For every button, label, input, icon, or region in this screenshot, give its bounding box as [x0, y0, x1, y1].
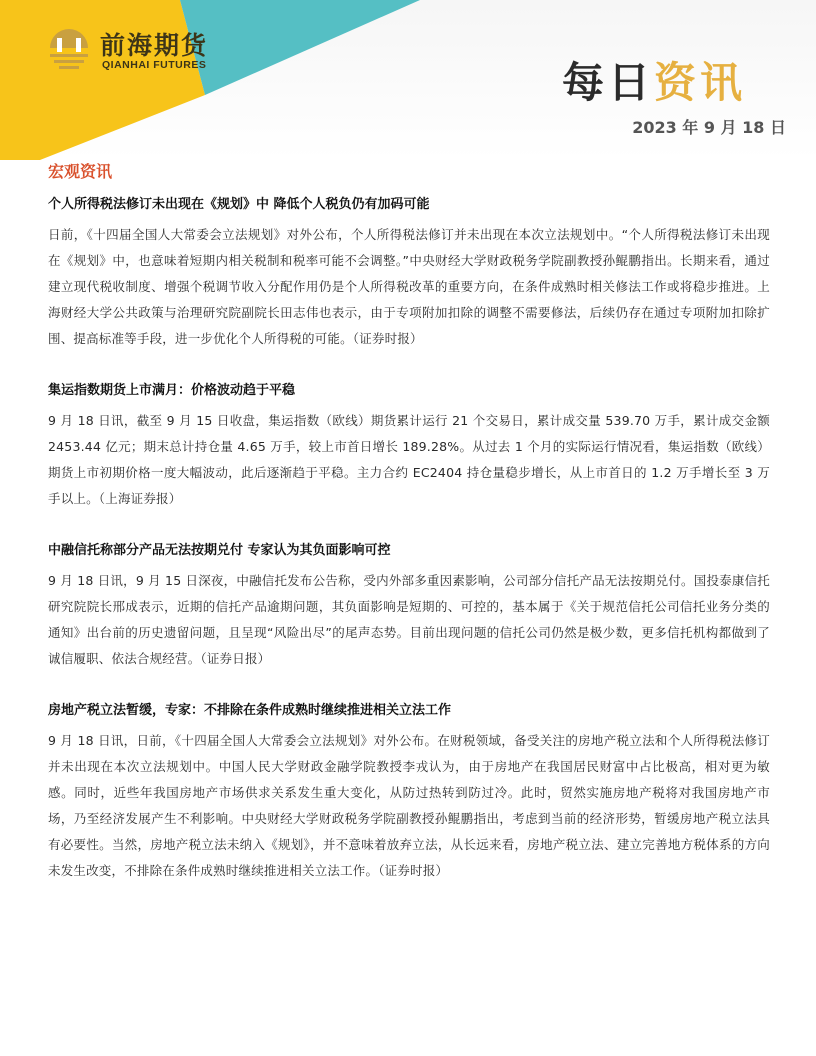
logo-english-name: QIANHAI FUTURES: [102, 59, 207, 71]
article-item: [48, 538, 770, 672]
publication-title: [562, 50, 746, 110]
article-item: [48, 378, 770, 512]
header-banner: [0, 0, 816, 160]
logo-mark-icon: [46, 26, 92, 70]
section-title: 宏观资讯: [48, 162, 113, 181]
article-title: 房地产税立法暂缓，专家：不排除在条件成熟时继续推进相关立法工作: [48, 703, 452, 718]
logo-chinese-name: 前海期货: [100, 31, 209, 60]
article-body: 日前，《十四届全国人大常委会立法规划》对外公布，个人所得税法修订并未出现在本次立法规划中。“个人所得税法修订未出现在《规划》中，也意味着短期内相关税制和税率可能不会调整。”中央财经大学财政税务学院副教授孙鲲鹏指出。长期来看，通过建立现代税收制度、增强个税调节收入分配作用仍是个人所得税改革的重要方向，在条件成熟时相关修法工作或将稳步推进。上海财经大学公共政策与治理研究院副院长田志伟也表示，由于专项附加扣除的调整不需要修法，后续仍存在通过专项附加扣除扩围、提高标准等手段，进一步优化个人所得税的可能。（证券时报）: [48, 227, 770, 346]
article-body: 9 月 18 日讯，截至 9 月 15 日收盘，集运指数（欧线）期货累计运行 21 个交易日，累计成交量 539.70 万手，累计成交金额 2453.44 亿元；期末总计持仓量 4.65 万手，较上市首日增长 189.28%。从过去 1 个月的实际运行情况看，集运指数（欧线）期货上市初期价格一度大幅波动，此后逐渐趋于平稳。主力合约 EC2404 持仓量稳步增长，从上市首日的 1.2 万手增长至 3 万手以上。（上海证券报）: [48, 413, 770, 506]
report-date: 2023 年 9 月 18 日: [632, 118, 786, 137]
article-title: 中融信托称部分产品无法按期兑付 专家认为其负面影响可控: [48, 543, 391, 558]
article-title: 个人所得税法修订未出现在《规划》中 降低个人税负仍有加码可能: [48, 197, 430, 212]
title-main: 每日: [561, 58, 654, 107]
title-accent: 资讯: [653, 58, 746, 107]
article-body: 9 月 18 日讯，日前，《十四届全国人大常委会立法规划》对外公布。在财税领域，备受关注的房地产税立法和个人所得税法修订并未出现在本次立法规划中。中国人民大学财政金融学院教授李戎认为，由于房地产在我国居民财富中占比极高，相对更为敏感。同时，近些年我国房地产市场供求关系发生重大变化，从防过热转到防过冷。此时，贸然实施房地产税将对我国房地产市场，乃至经济发展产生不利影响。中央财经大学财政税务学院副教授孙鲲鹏指出，考虑到当前的经济形势，暂缓房地产税立法具有必要性。当然，房地产税立法未纳入《规划》，并不意味着放弃立法，从长远来看，房地产税立法、建立完善地方税体系的方向未发生改变，不排除在条件成熟时继续推进相关立法工作。（证券时报）: [48, 733, 770, 878]
article-title: 集运指数期货上市满月：价格波动趋于平稳: [48, 383, 296, 398]
company-logo: [46, 26, 246, 76]
article-item: [48, 698, 770, 884]
main-content: [48, 160, 770, 910]
article-body: 9 月 18 日讯，9 月 15 日深夜，中融信托发布公告称，受内外部多重因素影响，公司部分信托产品无法按期兑付。国投泰康信托研究院院长邢成表示，近期的信托产品逾期问题，其负面影响是短期的、可控的，基本属于《关于规范信托公司信托业务分类的通知》出台前的历史遗留问题，且呈现“风险出尽”的尾声态势。目前出现问题的信托公司仍然是极少数，更多信托机构都做到了诚信履职、依法合规经营。（证券日报）: [48, 573, 770, 666]
article-item: [48, 192, 770, 352]
